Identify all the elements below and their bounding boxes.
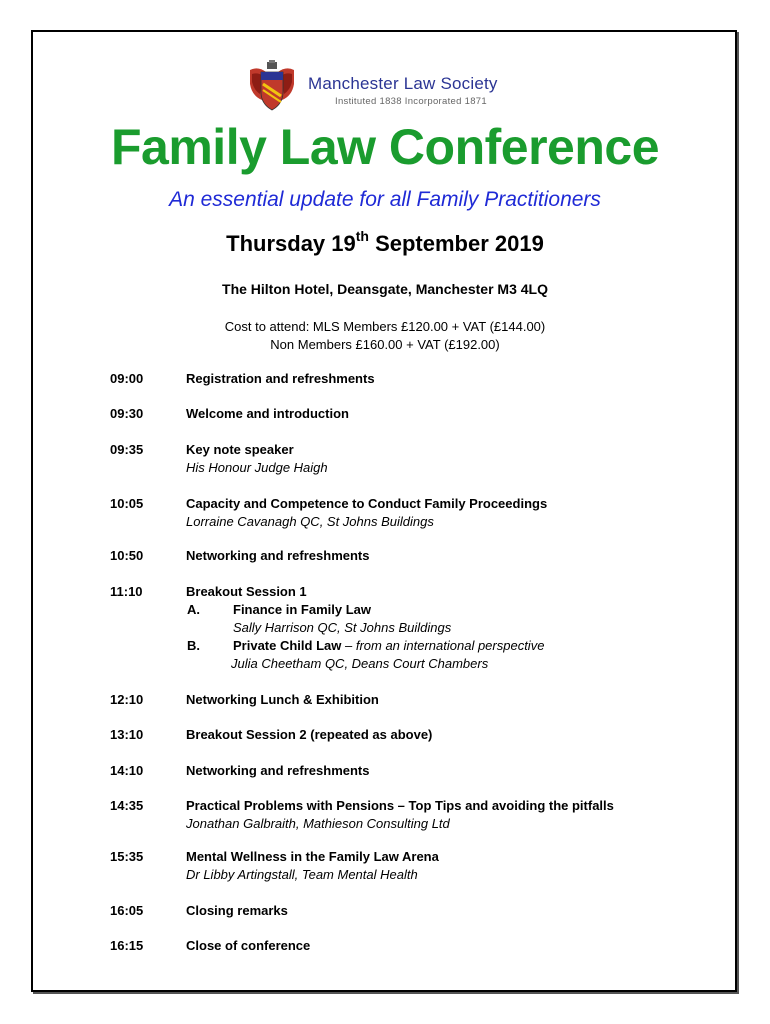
agenda-item: Welcome and introduction bbox=[186, 406, 349, 421]
agenda-item: Breakout Session 1 bbox=[186, 584, 307, 599]
agenda-time: 09:35 bbox=[110, 442, 144, 457]
breakout-title bbox=[233, 638, 544, 653]
agenda-speaker: Lorraine Cavanagh QC, St Johns Buildings bbox=[186, 514, 434, 529]
agenda-time: 11:10 bbox=[110, 584, 143, 599]
org-subtitle: Instituted 1838 Incorporated 1871 bbox=[335, 96, 487, 107]
agenda-time: 14:10 bbox=[110, 763, 144, 778]
agenda-speaker: Jonathan Galbraith, Mathieson Consulting Ltd bbox=[186, 816, 450, 831]
conference-title: Family Law Conference bbox=[111, 119, 659, 175]
agenda-item: Key note speaker bbox=[186, 442, 294, 457]
breakout-title-text: Private Child Law bbox=[233, 638, 342, 653]
agenda-item: Closing remarks bbox=[186, 903, 288, 918]
breakout-speaker: Sally Harrison QC, St Johns Buildings bbox=[233, 620, 452, 635]
agenda-time: 10:05 bbox=[110, 496, 144, 511]
agenda-time: 16:15 bbox=[110, 938, 144, 953]
agenda-item: Close of conference bbox=[186, 938, 311, 953]
coat-of-arms-logo bbox=[248, 60, 296, 112]
agenda-item: Practical Problems with Pensions – Top Tips and avoiding the pitfalls bbox=[186, 798, 614, 813]
agenda-item: Mental Wellness in the Family Law Arena bbox=[186, 849, 439, 864]
agenda-time: 13:10 bbox=[110, 727, 144, 742]
breakout-letter: A. bbox=[187, 602, 200, 617]
agenda-item: Networking Lunch & Exhibition bbox=[186, 692, 379, 707]
agenda-time: 16:05 bbox=[110, 903, 144, 918]
org-name: Manchester Law Society bbox=[308, 74, 498, 93]
breakout-title bbox=[233, 602, 371, 617]
agenda-speaker: His Honour Judge Haigh bbox=[186, 460, 328, 475]
agenda-time: 10:50 bbox=[110, 548, 144, 563]
agenda-item: Networking and refreshments bbox=[186, 548, 370, 563]
conference-subtitle: An essential update for all Family Practitioners bbox=[169, 188, 601, 211]
cost-non-members: Non Members £160.00 + VAT (£192.00) bbox=[270, 337, 500, 352]
agenda-item: Registration and refreshments bbox=[186, 371, 375, 386]
agenda-speaker: Dr Libby Artingstall, Team Mental Health bbox=[186, 867, 418, 882]
cost-info bbox=[0, 318, 770, 354]
agenda-item: Capacity and Competence to Conduct Family Proceedings bbox=[186, 496, 548, 511]
conference-date bbox=[0, 228, 770, 257]
breakout-title-text: Finance in Family Law bbox=[233, 602, 371, 617]
date-prefix: Thursday 19 bbox=[226, 231, 356, 256]
breakout-letter: B. bbox=[187, 638, 200, 653]
agenda-time: 09:30 bbox=[110, 406, 144, 421]
agenda-item: Networking and refreshments bbox=[186, 763, 370, 778]
date-suffix: th bbox=[355, 228, 369, 244]
agenda-time: 15:35 bbox=[110, 849, 144, 864]
venue: The Hilton Hotel, Deansgate, Manchester M3 4LQ bbox=[222, 281, 548, 297]
agenda-item: Breakout Session 2 (repeated as above) bbox=[186, 727, 433, 742]
breakout-note: – from an international perspective bbox=[341, 638, 545, 653]
date-rest: September 2019 bbox=[368, 231, 544, 256]
agenda-time: 14:35 bbox=[110, 798, 144, 813]
agenda-time: 12:10 bbox=[110, 692, 144, 707]
cost-members: Cost to attend: MLS Members £120.00 + VAT (£144.00) bbox=[224, 319, 546, 334]
agenda-time: 09:00 bbox=[110, 371, 144, 386]
breakout-speaker: Julia Cheetham QC, Deans Court Chambers bbox=[231, 656, 489, 671]
